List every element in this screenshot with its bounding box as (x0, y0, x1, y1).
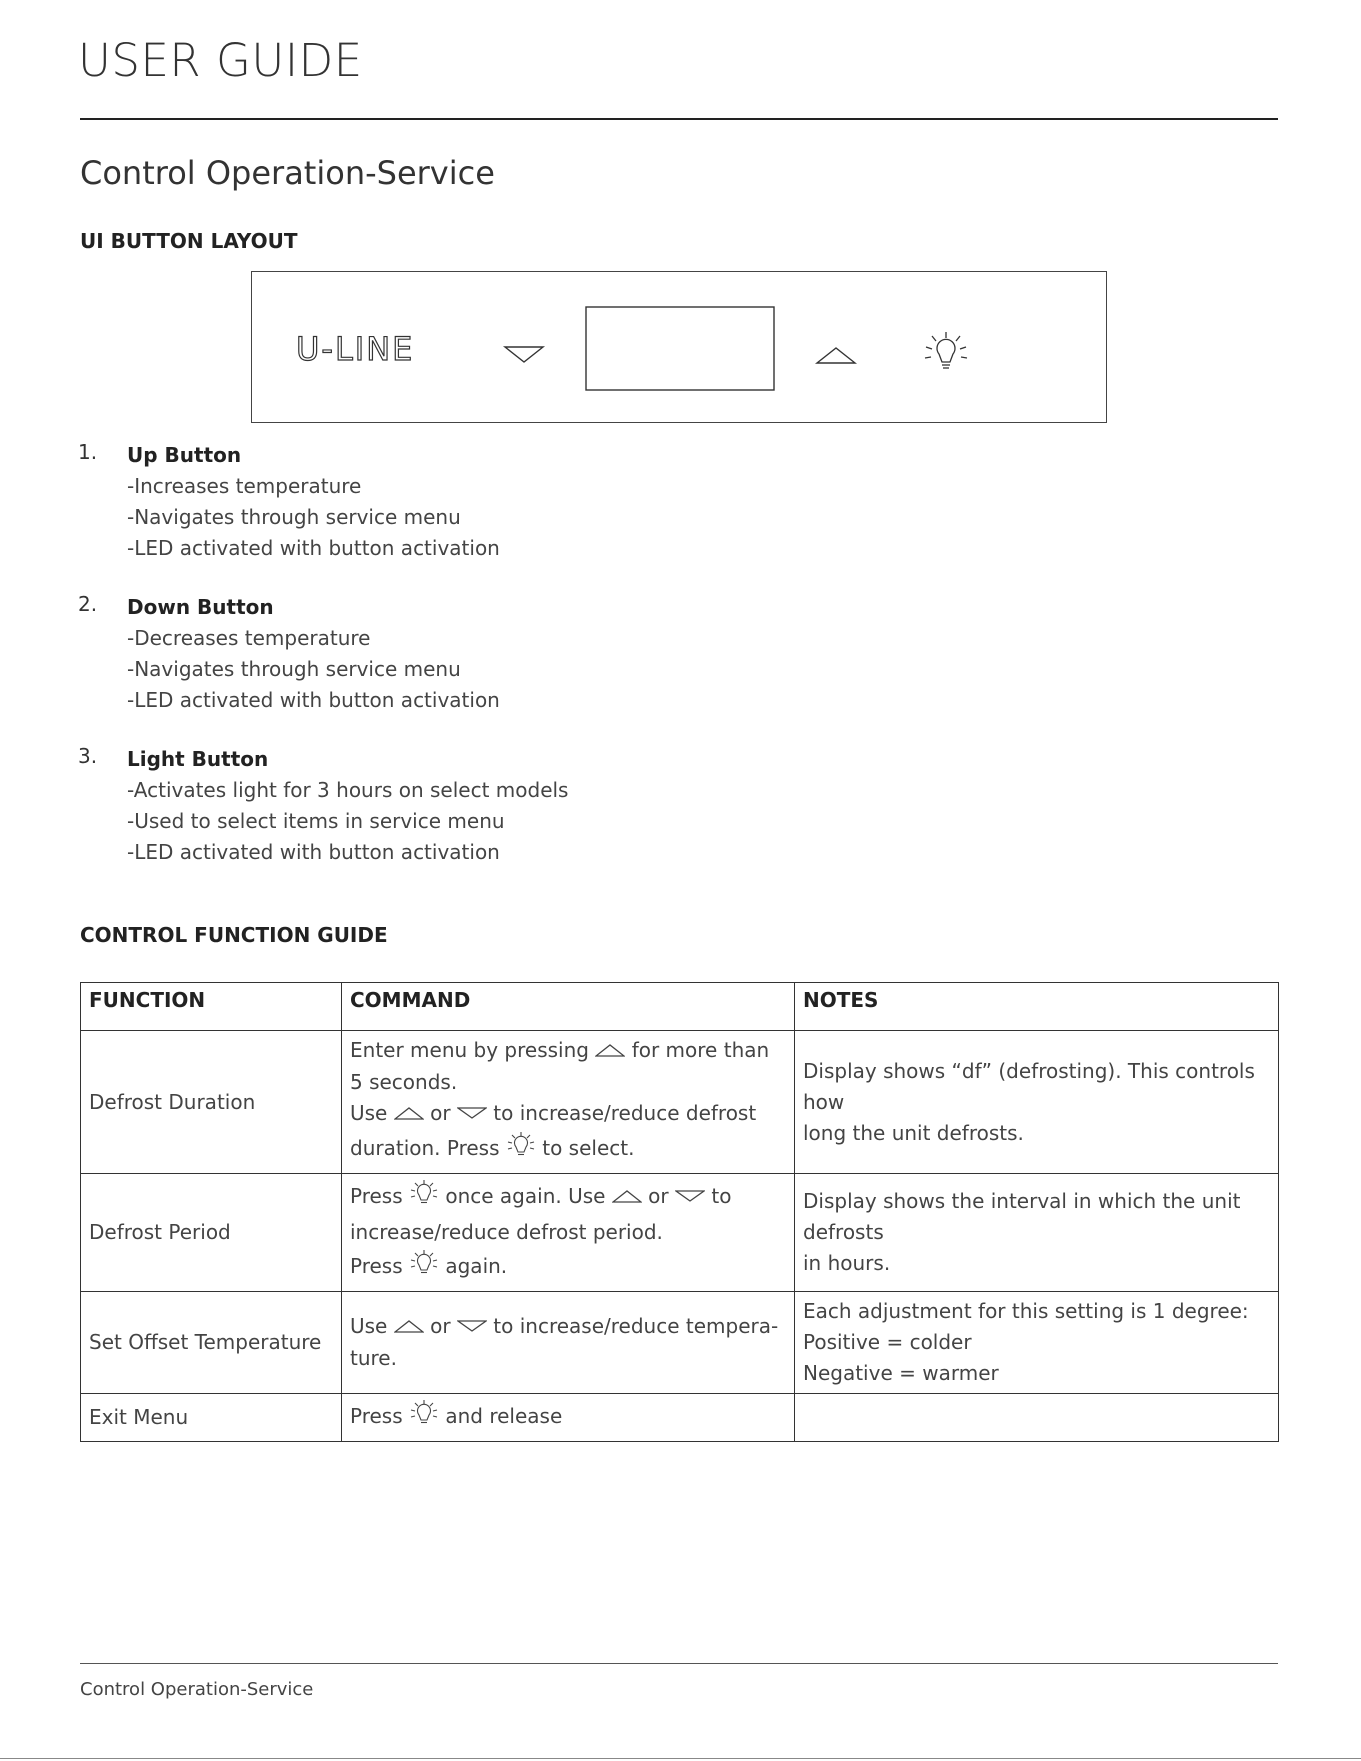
light-bulb-icon (925, 332, 967, 368)
control-panel-diagram (251, 271, 1107, 423)
up-arrow-icon (612, 1182, 642, 1213)
page-edge (0, 1758, 1361, 1759)
light-bulb-icon (506, 1130, 536, 1169)
notes-line: Each adjustment for this setting is 1 degree: (803, 1299, 1249, 1323)
list-item-title: Light Button (127, 747, 269, 771)
list-item-line: -Used to select items in service menu (127, 809, 505, 833)
table-row (81, 1394, 1279, 1442)
notes-line: in hours. (803, 1251, 891, 1275)
list-item-line: -Navigates through service menu (127, 657, 461, 681)
up-arrow-icon (394, 1099, 424, 1130)
notes-line: Negative = warmer (803, 1361, 999, 1385)
column-header-notes: NOTES (795, 983, 1279, 1031)
command-line: duration. Press to select. (350, 1130, 786, 1169)
down-arrow-icon (457, 1312, 487, 1343)
list-number: 3. (78, 744, 98, 768)
table-row (81, 1174, 1279, 1292)
function-cell: Defrost Period (81, 1174, 342, 1292)
button-description-list (78, 440, 878, 896)
command-line: Press and release (350, 1398, 786, 1437)
list-item-title: Up Button (127, 443, 242, 467)
up-arrow-icon (595, 1036, 625, 1067)
command-line: Use or to increase/reduce tempera- (350, 1311, 786, 1343)
command-line: Use or to increase/reduce defrost (350, 1098, 786, 1130)
list-item-down-button (78, 592, 878, 716)
function-cell: Set Offset Temperature (81, 1292, 342, 1394)
footer-text: Control Operation-Service (80, 1679, 314, 1700)
list-item-title: Down Button (127, 595, 274, 619)
brand-logo (296, 330, 414, 368)
notes-cell (795, 1292, 1279, 1394)
notes-line: long the unit defrosts. (803, 1120, 1024, 1145)
command-line: Enter menu by pressing for more than (350, 1035, 786, 1067)
footer-divider (80, 1663, 1278, 1664)
notes-line: Display shows the interval in which the unit defrosts (803, 1189, 1241, 1244)
light-bulb-icon (409, 1398, 439, 1437)
notes-line: Display shows “df” (defrosting). This controls how (803, 1058, 1255, 1114)
notes-cell (795, 1174, 1279, 1292)
control-function-guide-heading: CONTROL FUNCTION GUIDE (80, 923, 388, 947)
command-line: Press again. (350, 1248, 786, 1287)
notes-cell (795, 1031, 1279, 1174)
list-number: 2. (78, 592, 98, 616)
notes-line: Positive = colder (803, 1330, 972, 1354)
ui-button-layout-heading: UI BUTTON LAYOUT (80, 229, 298, 253)
list-item-up-button (78, 440, 878, 564)
command-cell (342, 1292, 795, 1394)
light-bulb-icon (409, 1178, 439, 1217)
display-window (586, 307, 774, 390)
list-item-line: -Increases temperature (127, 474, 362, 498)
column-header-command: COMMAND (342, 983, 795, 1031)
svg-text:U-LINE: U-LINE (296, 330, 415, 368)
command-cell (342, 1174, 795, 1292)
command-line: ture. (350, 1346, 397, 1370)
function-cell: Defrost Duration (81, 1031, 342, 1174)
list-item-line: -LED activated with button activation (127, 536, 500, 560)
table-header-row (81, 983, 1279, 1031)
command-line: 5 seconds. (350, 1070, 458, 1094)
down-arrow-icon (505, 347, 543, 362)
down-arrow-icon (675, 1182, 705, 1213)
list-item-light-button (78, 744, 878, 868)
command-cell (342, 1031, 795, 1174)
command-line: increase/reduce defrost period. (350, 1220, 663, 1244)
table-row (81, 1031, 1279, 1174)
list-item-line: -Decreases temperature (127, 626, 371, 650)
column-header-function: FUNCTION (81, 983, 342, 1031)
list-item-line: -Activates light for 3 hours on select models (127, 778, 569, 802)
light-bulb-icon (409, 1248, 439, 1287)
document-title: USER GUIDE (78, 34, 363, 87)
command-cell (342, 1394, 795, 1442)
up-arrow-icon (817, 348, 855, 363)
command-line: Press once again. Use or to (350, 1178, 786, 1217)
function-cell: Exit Menu (81, 1394, 342, 1442)
control-function-table (80, 982, 1279, 1442)
list-item-line: -Navigates through service menu (127, 505, 461, 529)
list-number: 1. (78, 440, 98, 464)
header-divider (80, 118, 1278, 120)
table-row (81, 1292, 1279, 1394)
section-title: Control Operation-Service (80, 154, 495, 192)
down-arrow-icon (457, 1099, 487, 1130)
up-arrow-icon (394, 1312, 424, 1343)
notes-cell (795, 1394, 1279, 1442)
list-item-line: -LED activated with button activation (127, 840, 500, 864)
list-item-line: -LED activated with button activation (127, 688, 500, 712)
